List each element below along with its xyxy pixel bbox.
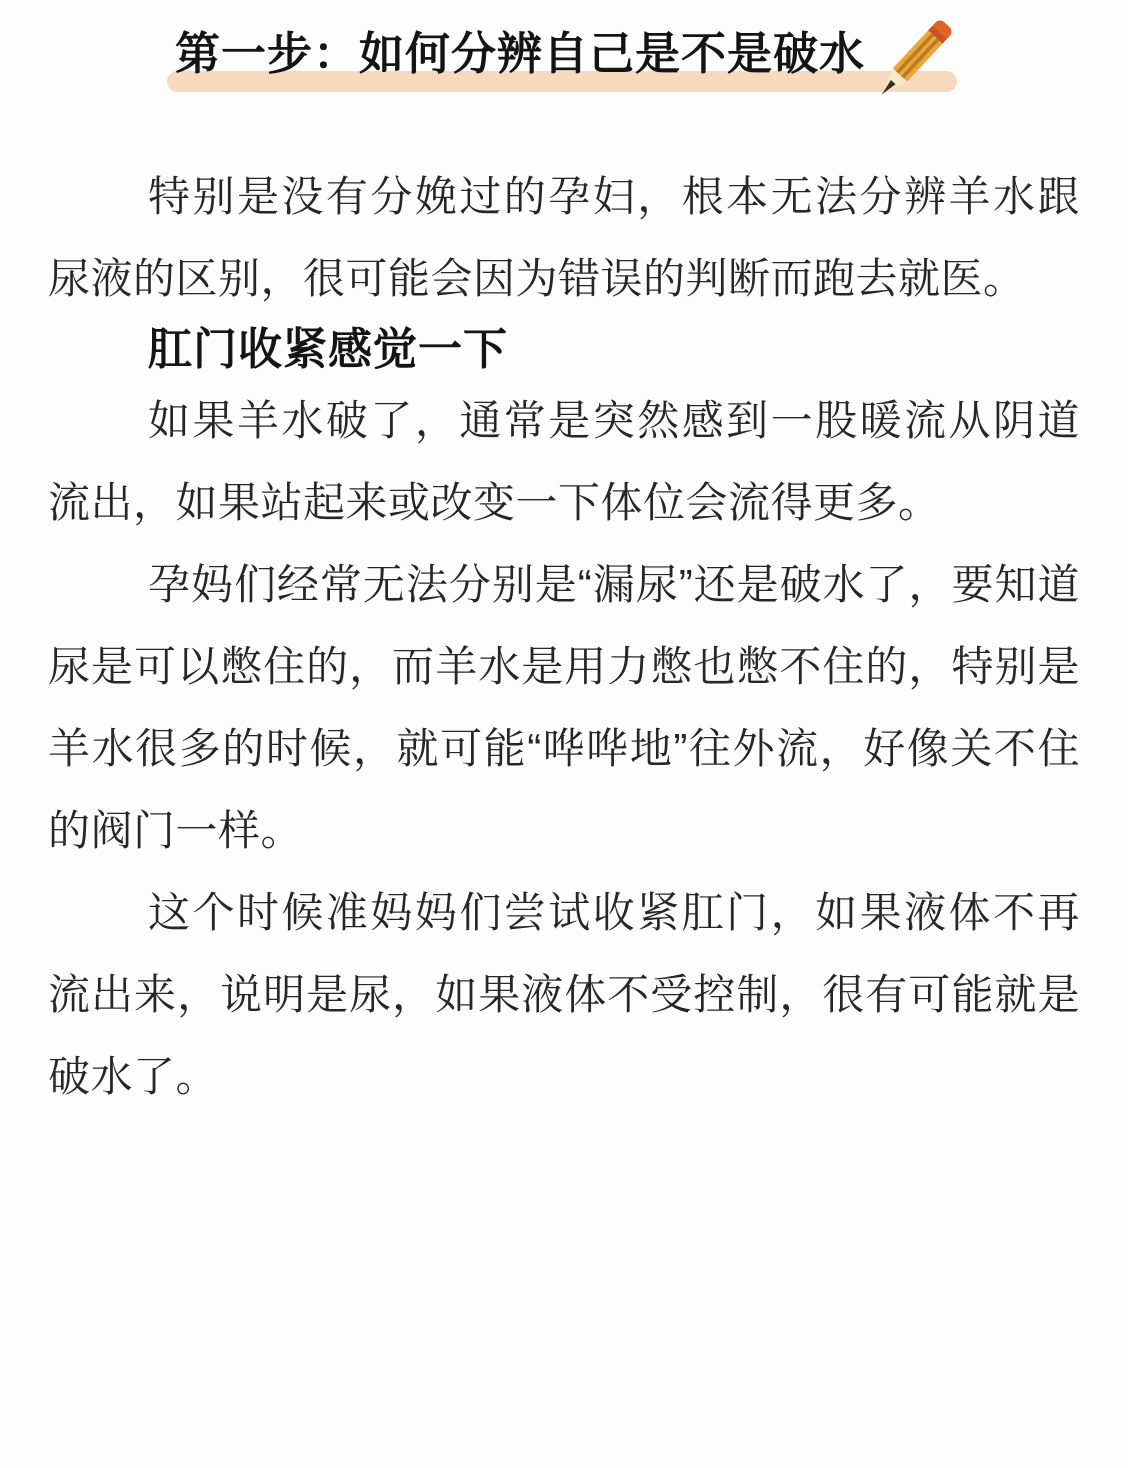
paragraph-4: 这个时候准妈妈们尝试收紧肛门，如果液体不再流出来，说明是尿，如果液体不受控制，很有可能就是破水了。 xyxy=(48,889,1080,1100)
article-body xyxy=(48,156,1080,1118)
paragraph-3: 孕妈们经常无法分别是“漏尿”还是破水了，要知道尿是可以憋住的，而羊水是用力憋也憋不住的，特别是羊水很多的时候，就可能“哗哗地”往外流，好像关不住的阀门一样。 xyxy=(48,561,1080,854)
title-block xyxy=(175,22,953,86)
pencil-icon xyxy=(867,6,957,110)
paragraph-2: 如果羊水破了，通常是突然感到一股暖流从阴道流出，如果站起来或改变一下体位会流得更多。 xyxy=(48,397,1080,526)
section-heading: 肛门收紧感觉一下 xyxy=(148,325,508,374)
page-title: 第一步：如何分辨自己是不是破水 xyxy=(174,28,865,79)
title-row xyxy=(48,22,1080,86)
paragraph-1: 特别是没有分娩过的孕妇，根本无法分辨羊水跟尿液的区别，很可能会因为错误的判断而跑去就医。 xyxy=(48,173,1080,302)
